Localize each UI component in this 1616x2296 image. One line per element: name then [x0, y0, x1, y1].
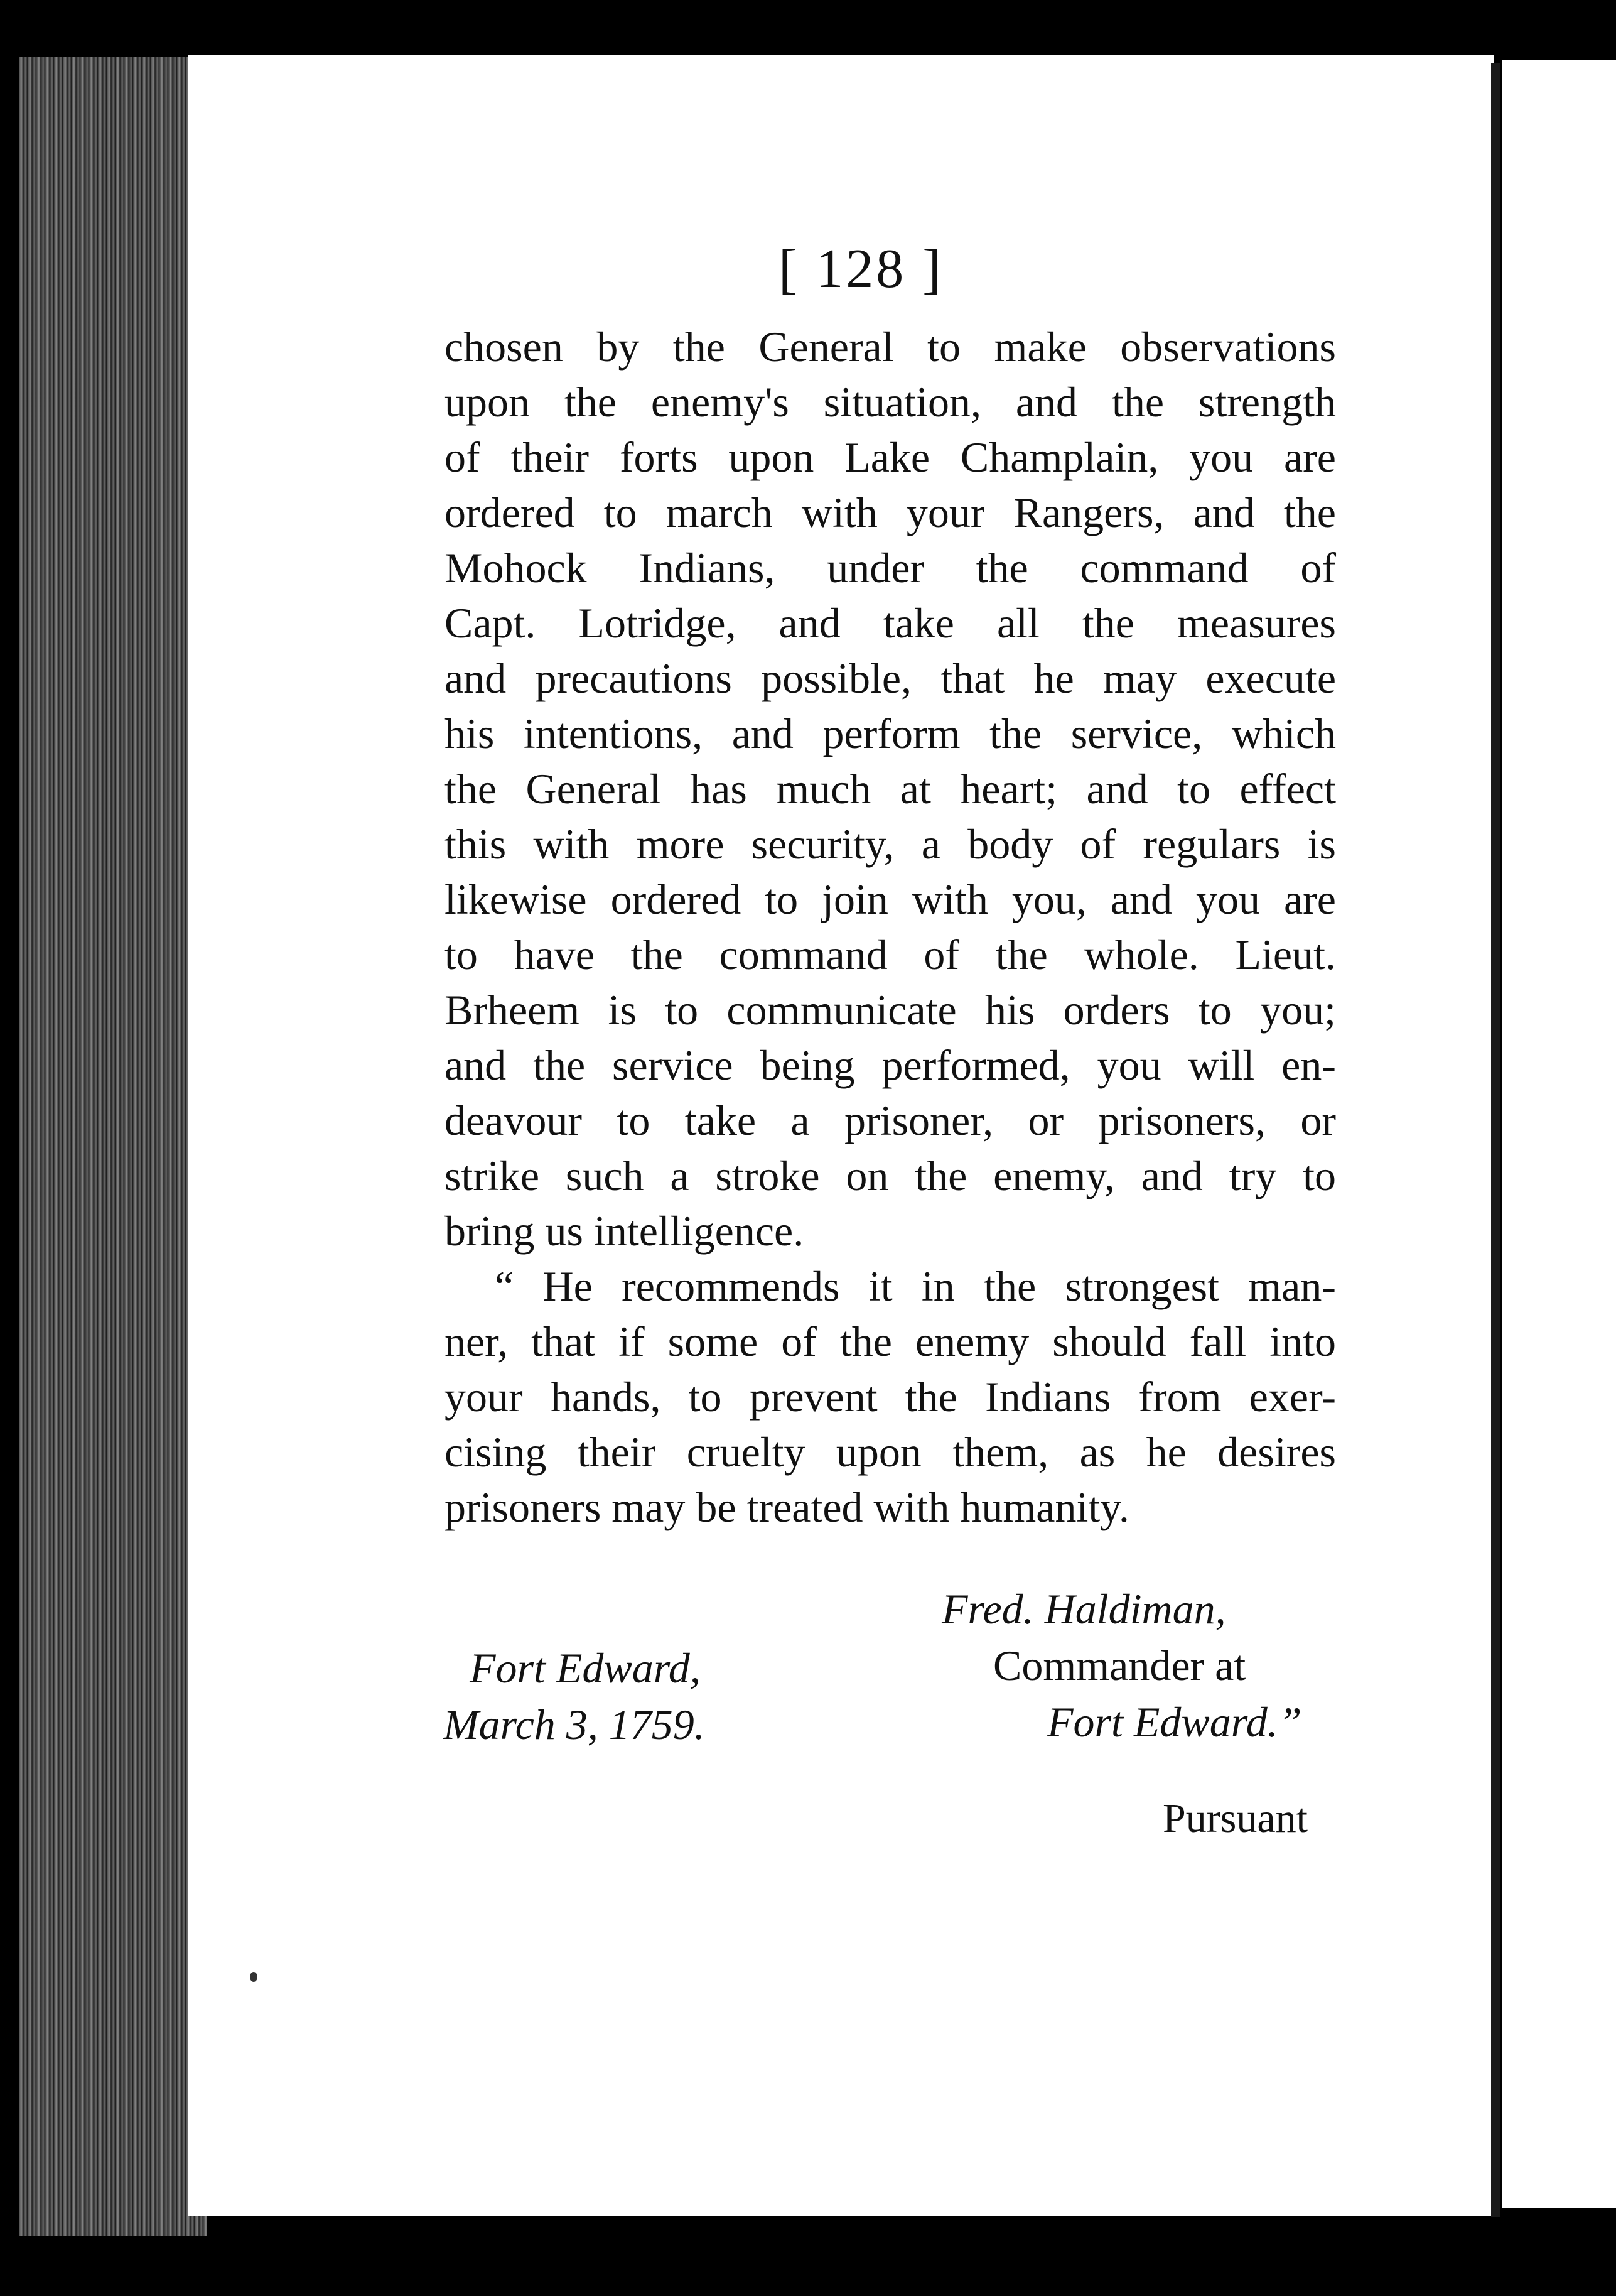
text-line: bring us intelligence. — [444, 1207, 804, 1255]
text-line: to have the command of the whole. Lieut. — [444, 931, 1336, 978]
text-line: deavour to take a prisoner, or prisoners, or — [444, 1097, 1336, 1144]
signature-post: Fort Edward.” — [1047, 1698, 1302, 1746]
page-gutter — [1491, 63, 1500, 2217]
text-line: strike such a stroke on the enemy, and try to — [444, 1152, 1336, 1199]
body-text — [444, 319, 1336, 1535]
text-line: “ He recommends it in the strongest man- — [495, 1262, 1336, 1310]
dateline-date: March 3, 1759. — [443, 1701, 705, 1748]
text-line: and the service being performed, you will en- — [444, 1041, 1336, 1089]
text-line: this with more security, a body of regulars is — [444, 820, 1336, 868]
text-line: likewise ordered to join with you, and you are — [444, 875, 1336, 923]
text-line: of their forts upon Lake Champlain, you are — [444, 433, 1336, 481]
text-line: upon the enemy's situation, and the strength — [444, 378, 1336, 426]
signature-title: Commander at — [993, 1642, 1246, 1689]
text-line: and precautions possible, that he may execute — [444, 654, 1336, 702]
text-line: the General has much at heart; and to effect — [444, 765, 1336, 813]
dateline-place: Fort Edward, — [470, 1644, 701, 1692]
text-line: prisoners may be treated with humanity. — [444, 1483, 1129, 1531]
text-line: cising their cruelty upon them, as he desires — [444, 1428, 1336, 1476]
text-line: chosen by the General to make observations — [444, 323, 1336, 371]
text-line: ordered to march with your Rangers, and the — [444, 489, 1336, 536]
text-line: Mohock Indians, under the command of — [444, 544, 1336, 592]
text-line: your hands, to prevent the Indians from exer- — [444, 1373, 1336, 1421]
book-page-edges — [19, 57, 207, 2236]
signature-name: Fred. Haldiman, — [942, 1585, 1226, 1633]
catchword: Pursuant — [1163, 1795, 1308, 1841]
text-line: his intentions, and perform the service, which — [444, 710, 1336, 757]
text-line: ner, that if some of the enemy should fall into — [444, 1318, 1336, 1365]
text-line: Capt. Lotridge, and take all the measures — [444, 599, 1336, 647]
ink-speck — [250, 1972, 257, 1982]
facing-page-edge — [1502, 60, 1616, 2208]
text-line: Brheem is to communicate his orders to you; — [444, 986, 1336, 1034]
page-number: [ 128 ] — [778, 239, 944, 300]
